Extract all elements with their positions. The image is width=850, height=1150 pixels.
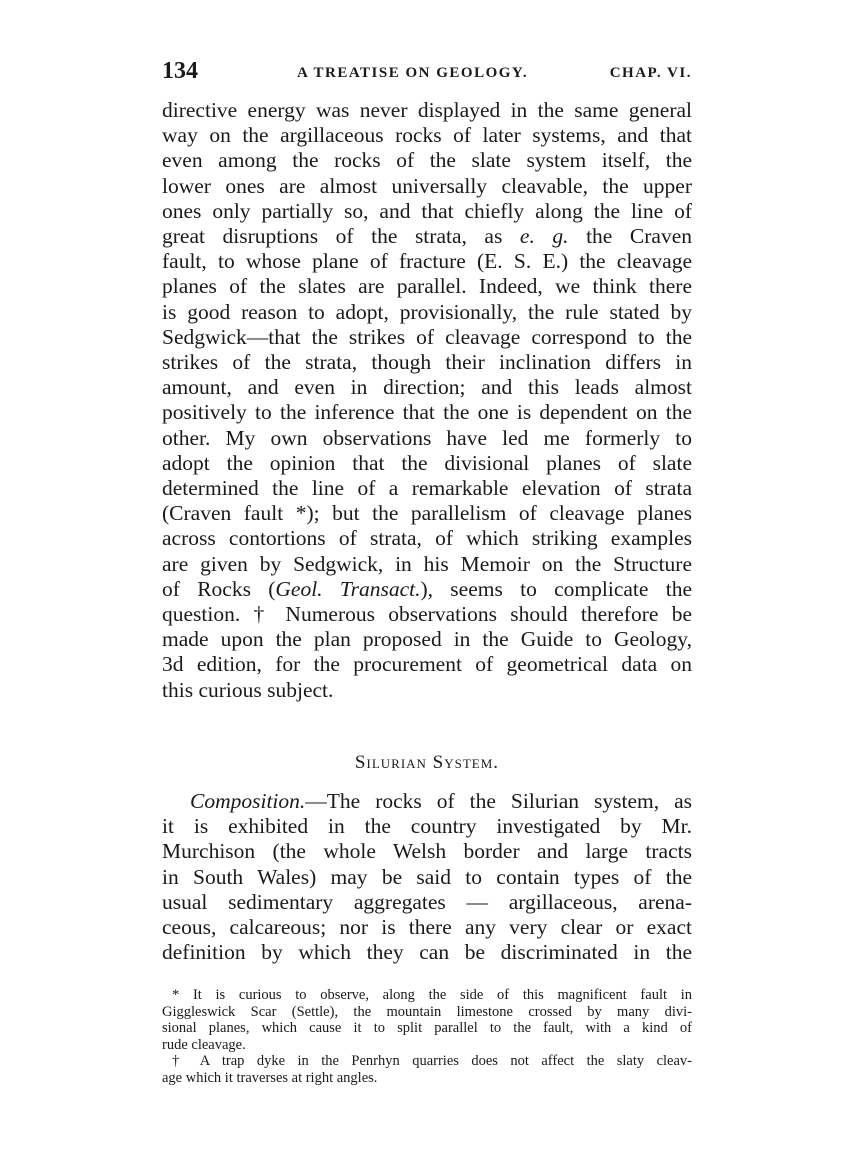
chapter-label: CHAP. VI. [609,65,692,81]
text-line: definition by which they can be discriminated in the [162,940,692,965]
book-title: A TREATISE ON GEOLOGY. [297,65,529,81]
text-line: question. † Numerous observations should therefore be [162,602,692,627]
text-line: are given by Sedgwick, in his Memoir on the Structure [162,551,692,576]
text-line: planes of the slates are parallel. Indeed, we think there [162,274,692,299]
footnote-asterisk [162,987,692,1053]
text-line: other. My own observations have led me formerly to [162,425,692,450]
text-line: great disruptions of the strata, as e. g. the Craven [162,224,692,249]
text-line: usual sedimentary aggregates — argillaceous, arena- [162,889,692,914]
footnote-line: † A trap dyke in the Penrhyn quarries does not affect the slaty cleav- [172,1053,692,1069]
paragraph-cleavage [162,98,692,703]
footnote-line: Giggleswick Scar (Settle), the mountain limestone crossed by many divi- [162,1003,692,1020]
text-line: lower ones are almost universally cleavable, the upper [162,173,692,198]
text-line: Murchison (the whole Welsh border and large tracts [162,839,692,864]
paragraph-composition [162,789,692,965]
footnotes [162,987,692,1086]
section-heading: Silurian System. [354,752,500,773]
text-line: adopt the opinion that the divisional planes of slate [162,450,692,475]
text-line: way on the argillaceous rocks of later systems, and that [162,123,692,148]
footnote-line: rude cleavage. [162,1036,246,1053]
text-line: made upon the plan proposed in the Guide to Geology, [162,627,692,652]
footnote-line: * It is curious to observe, along the side of this magnificent fault in [172,987,692,1003]
text-line: it is exhibited in the country investigated by Mr. [162,814,692,839]
text-line: 3d edition, for the procurement of geometrical data on [162,652,692,677]
text-line: directive energy was never displayed in the same general [162,98,692,122]
text-line: ceous, calcareous; nor is there any very clear or exact [162,915,692,940]
text-line: strikes of the strata, though their inclination differs in [162,350,692,375]
running-head [162,58,692,88]
text-line: this curious subject. [162,677,334,702]
footnote-line: age which it traverses at right angles. [162,1069,378,1086]
text-line: in South Wales) may be said to contain types of the [162,864,692,889]
page-number: 134 [162,58,198,84]
text-line: across contortions of strata, of which striking examples [162,526,692,551]
text-line: determined the line of a remarkable elevation of strata [162,476,692,501]
text-line: (Craven fault *); but the parallelism of cleavage planes [162,501,692,526]
text-line: is good reason to adopt, provisionally, the rule stated by [162,299,692,324]
footnote-dagger [162,1053,692,1086]
text-line: amount, and even in direction; and this leads almost [162,375,692,400]
text-line: Composition.—The rocks of the Silurian system, as [190,789,692,813]
text-line: of Rocks (Geol. Transact.), seems to complicate the [162,576,692,601]
text-line: Sedgwick—that the strikes of cleavage correspond to the [162,324,692,349]
footnote-line: sional planes, which cause it to split parallel to the fault, with a kind of [162,1020,692,1036]
text-line: ones only partially so, and that chiefly along the line of [162,198,692,223]
text-line: positively to the inference that the one is dependent on the [162,400,692,425]
text-line: fault, to whose plane of fracture (E. S. E.) the cleavage [162,249,692,274]
text-line: even among the rocks of the slate system itself, the [162,148,692,173]
